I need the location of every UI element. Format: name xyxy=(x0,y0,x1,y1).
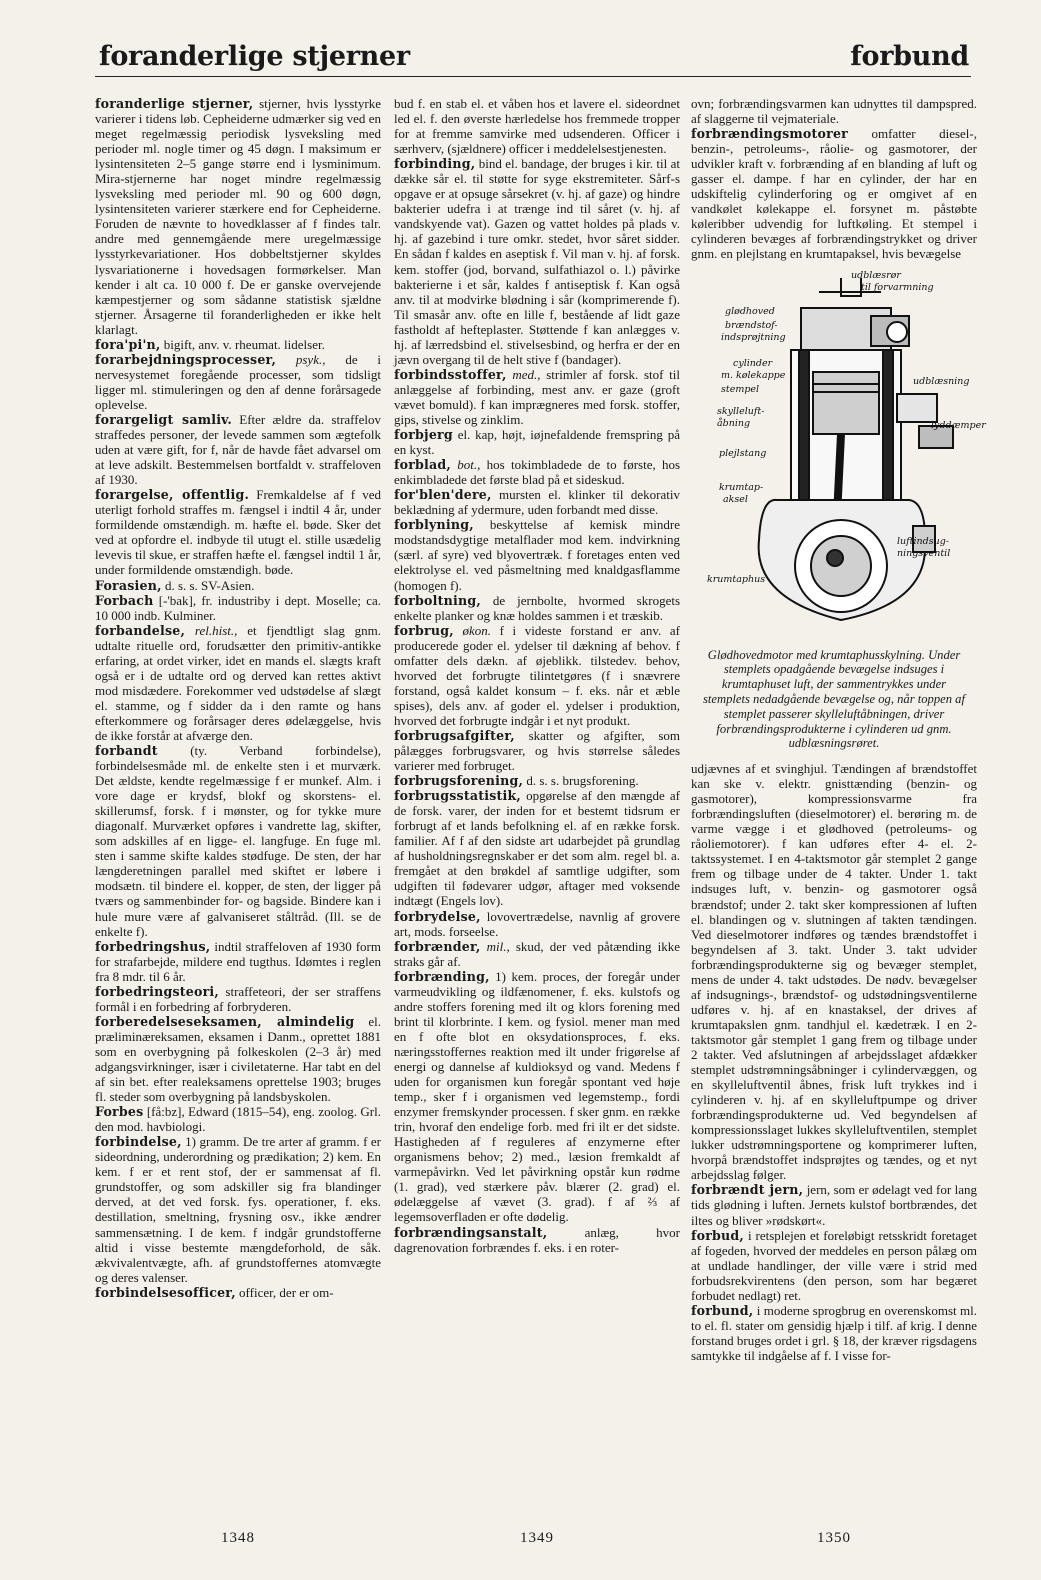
entry-abbreviation: økon. xyxy=(462,622,491,638)
entry-headword: forbindelse, xyxy=(95,1134,182,1150)
label-intake: luftindsug- xyxy=(897,535,950,547)
entry-abbreviation: psyk., xyxy=(295,351,326,367)
dictionary-entry xyxy=(95,337,381,352)
dictionary-entry xyxy=(394,593,680,623)
entry-body: indtil straffeloven af 1930 form for strafarbejde, mildere end tugthus. Idømtes i reglen fra 8 mdr. til 6 år. xyxy=(95,938,381,984)
entry-body: mursten el. klinker til dekorativ beklædning af ydermure, uden forbandt med disse. xyxy=(394,487,681,518)
dictionary-entry xyxy=(394,427,680,457)
label-preheat: til forvarmning xyxy=(861,281,934,293)
dictionary-entry xyxy=(95,743,381,939)
entry-body: d. s. s. SV-Asien. xyxy=(164,577,255,593)
column-2 xyxy=(394,96,680,1516)
entry-body: lovovertrædelse, navnlig af grovere art, mods. forseelse. xyxy=(394,908,681,939)
entry-body: d. s. s. brugsforening. xyxy=(526,773,639,789)
dictionary-entry xyxy=(95,1014,381,1104)
entry-body: i retsplejen et foreløbigt retsskridt foretaget af fogeden, hvorved der meddeles en person pålæg om at undlade handlinger, der ville være i strid med forbudsrekvirentens (den person, som har begæret forbudet nedlagt) ret. xyxy=(691,1227,977,1303)
label-muffler: lyddæmper xyxy=(931,419,986,431)
dictionary-entry xyxy=(95,578,381,593)
entry-body: skatter og afgifter, som pålægges forbrugsvarer, og hvis størrelse således varierer med forbruget. xyxy=(394,727,680,774)
dictionary-entry xyxy=(394,623,680,728)
label-conrod: plejlstang xyxy=(719,447,767,459)
page-numbers xyxy=(95,1530,975,1554)
entry-headword: Forbach xyxy=(95,592,154,608)
entry-body: stjerner, hvis lysstyrke varierer i tidens løb. Cepheiderne udmærker sig ved en meget regelmæssig periodisk lysveksling med perioder ml. nogle timer og 45 døgn. I maksimum er lysintensiteten 2–5 gange større end i lysminimum. Mira-stjernerne har noget mindre regelmæssig lysveksling med perioder ml. 90 og 600 døgn, lysintensiteten varierer stærkere end for Cepheiderne. Foruden de nævnte to hovedklasser af f findes talr. andre med gennemgående mere uregelmæssige lysstyrkevariationer. Hos dobbeltstjerner skyldes lysvariationerne i hovedsagen formørkelser. Man kender i alt ca. 10 000 f. De er ganske overvejende kæmpestjerner og som sådanne statistisk sjældne stjerner. Årsagerne til foranderligheden er ikke helt klarlagt. xyxy=(95,96,382,337)
label-jacket: m. kølekappe xyxy=(721,369,786,381)
page-number-1: 1348 xyxy=(221,1530,255,1546)
entry-body: anlæg, hvor dagrenovation forbrændes f. eks. i en roter- xyxy=(394,1224,680,1255)
entry-headword: forbindelsesofficer, xyxy=(95,1284,236,1300)
entry-body: bigift, anv. v. rheumat. lidelser. xyxy=(163,336,325,352)
dictionary-entry xyxy=(95,939,381,984)
label-glowhead: glødhoved xyxy=(725,305,775,317)
entry-headword: forbud, xyxy=(691,1227,745,1243)
entry-body: straffeteori, der ser straffens formål i en forbedring af forbryderen. xyxy=(95,983,381,1014)
dictionary-entry xyxy=(691,1182,977,1227)
label-crank: krumtap- xyxy=(719,481,764,493)
dictionary-entry xyxy=(394,788,680,908)
dictionary-entry xyxy=(691,761,977,1182)
dictionary-entry xyxy=(691,1228,977,1303)
label-piston: stempel xyxy=(721,383,760,395)
entry-body: Efter ældre da. straffelov straffedes personer, der levede sammen som ægtefolk uden at være gift, for f, når de havde fået advarsel om at leve adskilt. Bestemmelsen bortfaldt v. straffeloven af 1930. xyxy=(95,411,381,488)
dictionary-entry xyxy=(95,593,381,623)
page-number-2: 1349 xyxy=(520,1530,554,1546)
entry-headword: Forasien, xyxy=(95,577,162,593)
entry-body: jern, som er ødelagt ved for lang tids glødning i luften. Jernets kulstof bortbrændes, det iltes og bliver »rødskørt«. xyxy=(691,1182,977,1228)
entry-headword: forbrænding, xyxy=(394,968,490,984)
label-crankcase: krumtaphus xyxy=(707,573,766,585)
entry-body: de i nervesystemet foregående processer, som tidsligt ligger ml. stimuleringen og den af denne forårsagede oplevelse. xyxy=(95,351,382,412)
entry-headword: forbrændingsmotorer xyxy=(691,126,848,142)
entry-headword: forbinding, xyxy=(394,156,476,172)
entry-headword: forblyning, xyxy=(394,517,474,533)
dictionary-entry xyxy=(394,367,680,427)
entry-headword: forbandt xyxy=(95,743,158,759)
entry-headword: forboltning, xyxy=(394,592,481,608)
dictionary-entry xyxy=(394,156,680,367)
column-1 xyxy=(95,96,381,1516)
entry-body: [få:bz], Edward (1815–54), eng. zoolog. Grl. den mod. havbiologi. xyxy=(95,1104,381,1135)
entry-body: 1) gramm. De tre arter af gramm. f er sideordning, underordning og prædikation; 2) kem. En kem. f er et rent stof, der er sammensat af fl. grundstoffer, og som adskiller sig fra blandinger derved, at det ved forsk. fys. operationer, f. eks. destillation, smeltning, frysning osv., ikke ændrer sammensætning. I de kem. f indgår grundstofferne altid i visse bestemte mængdeforhold, de såk. ækvivalentvægte, afh. af grundstoffernes atomvægte og deres valenser. xyxy=(95,1134,382,1285)
entry-body: (ty. Verband forbindelse), forbindelsesmåde ml. de enkelte sten i et murværk. Det ældste, kendte regelmæssige f er munkef. Alm. i vore dage er krydsf, blokf og skorstens- el. skillerumsf, forsk. f i mønster, og for tykke mure diagonalf. Murværket opføres i vandrette lag, skifter, som adskilles af en ligge- el. langfuge. En fuge ml. sten i samme skifte kaldes stødfuge. De sten, der har længderetningen parallel med skiftet er løbere i modsætn. til bindere el. kopper, de sten, der ligger på tværs og sammenbinder for- og bagside. Bindere kan i hule mure være af galvaniseret ståltråd. (Ill. se de enkelte f). xyxy=(95,743,381,939)
running-head xyxy=(95,36,971,77)
entry-body: el. kap, højt, iøjnefaldende fremspring på en kyst. xyxy=(394,427,680,458)
dictionary-entry xyxy=(95,1104,381,1134)
entry-headword: forargeligt samliv. xyxy=(95,411,233,427)
dictionary-entry xyxy=(394,969,680,1225)
label-fuel: brændstof- xyxy=(725,319,778,331)
entry-body: [-'bak], fr. industriby i dept. Moselle; ca. 10 000 indb. Kulminer. xyxy=(95,592,381,623)
label-shaft: aksel xyxy=(723,493,748,505)
running-head-right: forbund xyxy=(850,41,969,72)
dictionary-entry xyxy=(394,487,680,517)
entry-headword: forbrændingsanstalt, xyxy=(394,1224,548,1240)
entry-body: skud, der ved påtænding ikke straks går af. xyxy=(394,938,681,969)
entry-headword: foranderlige stjerner, xyxy=(95,96,254,111)
entry-headword: forbandelse, xyxy=(95,622,186,638)
entry-headword: forbrugsafgifter, xyxy=(394,727,515,743)
entry-abbreviation: bot., xyxy=(457,457,481,473)
dictionary-entry xyxy=(394,728,680,773)
entry-body: el. præliminæreksamen, eksamen i Danm., oprettet 1881 som en overbygning på folkeskolen (2–3 år) med adgangsvirkninger, især i civiletaterne. Har tabt en del af sin bet. efter realeksamens oprettelse 1903; bruges fl. steder som overbygning på landsbyskolen. xyxy=(95,1013,381,1105)
entry-body: hos tokimbladede de to første, hos enkimbladede det første blad på et sideskud. xyxy=(394,457,681,488)
entry-headword: forberedelseseksamen, almindelig xyxy=(95,1013,355,1029)
label-scavenge: skylleluft- xyxy=(717,405,765,417)
label-opening: åbning xyxy=(717,417,751,429)
entry-headword: forbedringshus, xyxy=(95,938,211,954)
entry-headword: forbrydelse, xyxy=(394,908,481,924)
entry-body: beskyttelse af kemisk mindre modstandsdygtige metalflader mod kem. indvirkning (særl. af syre) ved blyovertræk. f foretages enten ved elektrolyse el. ved påsmeltning med knaldgasflamme (homogen f). xyxy=(394,517,680,593)
page-number-3: 1350 xyxy=(817,1530,851,1546)
dictionary-entry xyxy=(95,984,381,1014)
dictionary-columns xyxy=(95,96,986,1516)
dictionary-entry xyxy=(691,96,977,126)
entry-body: udjævnes af et svinghjul. Tændingen af brændstoffet kan ske v. elektr. gnisttænding (benzin- og gasmotorer), kompressionsvarme fra forbrændingsluften (dieselmotorer) el. berøring m. de varme vægge i et glødhoved (petroleums- og råoliemotorer). f kan udføres efter 4- el. 2-taktssystemet. I en 4-taktsmotor går stemplet 2 gange frem og tilbage under de 4 takter. Under 1. takt indsuges luft, v. benzin- og gasmotorer også brændstof; under 2. takt sker kompressionen af luften el. blandingen og v. slutningen af takten tændingen. Ved dieselmotorer indføres og tændes brændstoffet i begyndelsen af 3. takt. Under 3. takt udvider forbrændingsprodukterne sig og bevæger stemplet, mens de under 4. takt udstødes. De nødv. bevægelser af indsugnings-, brændstof- og udstødningsventilerne udføres v. hj. af en knastaksel, der drives af krumtapakslen gnm. tandhjul el. kædetræk. I en 2-taktsmotor går stemplet 1 gang frem og tilbage under 2 takter. Ved afslutningen af arbejdsslaget afdækker stemplet udstrømningsåbninger i cylindervæggen, og en skylleluftventil åbnes, frisk luft trykkes ind i cylinderen v. hj. af en skylleluftpumpe og driver forbrændingsprodukterne ud. Ved begyndelsen af kompressionsslaget lukkes skylleluftventilen, stemplet lukker udstrømningsportene og komprimerer luften, hvorpå brændstoffet indsprøjtes og tændes, og et nyt arbejdsslag følger. xyxy=(691,761,977,1183)
entry-headword: fora'pi'n, xyxy=(95,336,161,352)
dictionary-entry xyxy=(95,1134,381,1284)
dictionary-entry xyxy=(691,1303,977,1363)
label-cylinder: cylinder xyxy=(733,357,773,369)
label-exhaust: udblæsrør xyxy=(851,269,901,281)
label-exhaust-side: udblæsning xyxy=(913,375,970,387)
dictionary-entry xyxy=(394,96,680,156)
entry-body: Fremkaldelse af f ved uterligt forhold straffes m. fængsel i indtil 4 år, under formildende omstændigh. m. hæfte el. bøde. Sker det ved at opfordre el. indbyde til utugt el. stille usædelig levevis til skue, er straffen hæfte el. fængsel indtil 1 år, under formildende omstændigh. bøde. xyxy=(95,487,382,578)
entry-abbreviation: med., xyxy=(512,366,541,382)
dictionary-entry xyxy=(394,773,680,788)
engine-figure xyxy=(691,268,986,752)
glow-head-engine-illustration xyxy=(691,268,986,644)
entry-body: opgørelse af den mængde af de forsk. varer, der inden for et bestemt tidsrum er forbrugt af et lands befolkning el. af en række forsk. familier. Af f af den sidste art udarbejdet på grundlag af husholdningsregnskaber er det som alm. regel bl. a. fremgået at den brøkdel af samtlige udgifter, som udgiften til fødevarer udgør, aftager med voksende indtægt (Engels lov). xyxy=(394,788,681,909)
dictionary-entry xyxy=(394,457,680,487)
entry-body: bind el. bandage, der bruges i kir. til at dække sår el. til støtte for syge ekstremiteter. Sårf-s opgave er at opsuge sårsekret (v. hj. af gaze) og hindre bakterier udefra i at trænge ind til såret (v. hj. af vandskyende vat). Gazen og vattet holdes på plads v. hj. af gazebind i ture omkr. stedet, hvor såret sidder. En sådan f kaldes en aseptisk f. Vil man v. hj. af forsk. kem. stoffer (jod, borvand, sulfathiazol o. l.) påvirke bakterierne i et sår, kaldes f antiseptisk f. Kan også anv. til at modvirke blødning i sår (komprimerende f). Til smasår anv. ofte en lille f, bestående af lidt gaze fastholdt af hefteplaster. Støttende f kan anlægges v. hj. af lærredsbind el. stivelsesbind, og herfra er der en jævn overgang til de helt stive f (bandager). xyxy=(394,156,680,367)
dictionary-entry xyxy=(394,1225,680,1255)
entry-body: strimler af forsk. stof til anlæggelse af forbinding, mest anv. er gaze (groft vævet bomuld). f kan imprægneres med forsk. stoffer, gips, stivelse og zinklim. xyxy=(394,366,681,427)
column-3 xyxy=(691,96,986,1516)
entry-body: et fjendtligt slag gnm. udtalte rituelle ord, forudsætter den primitiv-antikke erfaring, at ordet virker, idet en mands el. slægts kraft også er i de udtalte ord og derved kan rettes aktivt mod misdædere. Forekommer ved udstødelse af slægt el. stamme, og f sidder da i den ramte og hans efterkommere og forårsager deres ødelæggelse, hvis de ikke forstår at afværge den. xyxy=(95,622,382,743)
dictionary-entry xyxy=(394,939,680,969)
entry-headword: forbrug, xyxy=(394,622,454,638)
entry-headword: forbindsstoffer, xyxy=(394,366,507,382)
dictionary-entry xyxy=(95,623,381,743)
entry-headword: forbjerg xyxy=(394,427,453,443)
dictionary-entry xyxy=(95,352,381,412)
entry-body: i moderne sprogbrug en overenskomst ml. to el. fl. stater om gensidig hjælp i tilf. af krig. I denne forstand bruges ordet i grl. § 18, der kræver rigsdagens samtykke til indgåelse af f. I visse for- xyxy=(691,1302,978,1363)
dictionary-entry xyxy=(394,909,680,939)
dictionary-entry xyxy=(394,517,680,592)
entry-headword: for'blen'dere, xyxy=(394,487,492,503)
entry-headword: forbedringsteori, xyxy=(95,983,219,999)
entry-body: bud f. en stab el. et våben hos et lavere el. sideordnet led el. f. den øverste hærledelse hos fremmede tropper for at fremme samvirke med udsenderen. Officer i særhverv, (sjældnere) officer i meddelelsestjenesten. xyxy=(394,96,680,157)
entry-headword: forblad, xyxy=(394,457,451,473)
entry-headword: forbrugsstatistik, xyxy=(394,788,522,804)
entry-headword: Forbes xyxy=(95,1104,144,1120)
entry-abbreviation: mil., xyxy=(486,938,510,954)
dictionary-entry xyxy=(95,487,381,577)
entry-body: omfatter diesel-, benzin-, petroleums-, råolie- og gasmotorer, der udvikler kraft v. forbrænding af en blanding af luft og gasser el. dampe. f har en cylinder, der har en udskiftelig cylinderforing og er omgivet af en vandkølet kølekappe el. forsynet m. påstøbte køleribber udvendig for luftkøling. Et stempel i cylinderen bevæges af forbrændingstrykket og driver gnm. en plejlstang en krumtapaksel, hvis bevægelse xyxy=(691,126,977,262)
entry-headword: forarbejdningsprocesser, xyxy=(95,351,277,367)
dictionary-entry xyxy=(95,96,381,337)
label-injection: indsprøjtning xyxy=(721,331,786,343)
entry-body: de jernbolte, hvormed skrogets enkelte planker og knæ holdes sammen i et træskib. xyxy=(394,592,681,623)
dictionary-entry xyxy=(691,126,977,261)
dictionary-entry xyxy=(95,1285,381,1300)
entry-headword: forbrugsforening, xyxy=(394,773,524,789)
entry-headword: forargelse, offentlig. xyxy=(95,487,250,503)
running-head-left: foranderlige stjerner xyxy=(99,41,410,72)
entry-body: ovn; forbrændingsvarmen kan udnyttes til dampspred. af slaggerne til vejmateriale. xyxy=(691,96,977,127)
figure-caption: Glødhovedmotor med krumtaphusskylning. Under stemplets opadgående bevægelse indsuges i krumtaphuset luft, der sammentrykkes under stemplets nedadgående bevægelse og, når toppen af stemplet passerer skylleluftåbningen, driver forbrændingsprodukterne i cylinderen ud gnm. udblæsningsrøret. xyxy=(703,647,965,751)
entry-body: f i videste forstand er anv. af producerede goder el. ydelser til dækning af behov. f omfatter dels dækn. af øjeblikk. tilstedev. behov, hvorved det forbrugte tilintetgøres (f i snævrere forstand, også kaldet konsum – f. eks. når et æble spises), dels anv. af goder el. ydelser i produktion, hvorved det forbrugte indgår i et nyt produkt. xyxy=(394,622,680,728)
entry-abbreviation: rel.hist., xyxy=(194,622,238,638)
label-valve: ningsventil xyxy=(897,547,951,559)
entry-body: officer, der er om- xyxy=(239,1284,334,1300)
entry-headword: forbrænder, xyxy=(394,938,481,954)
entry-headword: forbund, xyxy=(691,1302,754,1318)
entry-headword: forbrændt jern, xyxy=(691,1182,804,1198)
entry-body: 1) kem. proces, der foregår under varmeudvikling og ildfænomener, f. eks. kulstofs og andre stoffers forening med ilt og klors forening med brint til klorbrinte. I kem. og fysiol. mener man med en f ofte blot en oksydationsproces, f. eks. næringsstoffernes reaktion med ilt under frigørelse af energi og dannelse af kuldioksyd og vand. Medens f uden for organismen kun foregår spontant ved høje temp., sker f i organismen ved legemstemp., fordi enzymer fremskynder processen. f sker gnm. en række trin, hvoraf den endelige forb. med fri ilt er det sidste. Hastigheden af f reguleres af enzymerne efter organismens behov; 2) med., læsion fremkaldt af varmepåvirkn. Ved let påvirkning opstår kun rødme (1. grad), ved stærkere påv. blærer (2. grad) el. ødelæggelse af vævet (3. grad). f af ⅔ af legemsoverfladen er ofte dødelig. xyxy=(394,968,680,1225)
dictionary-entry xyxy=(95,412,381,487)
